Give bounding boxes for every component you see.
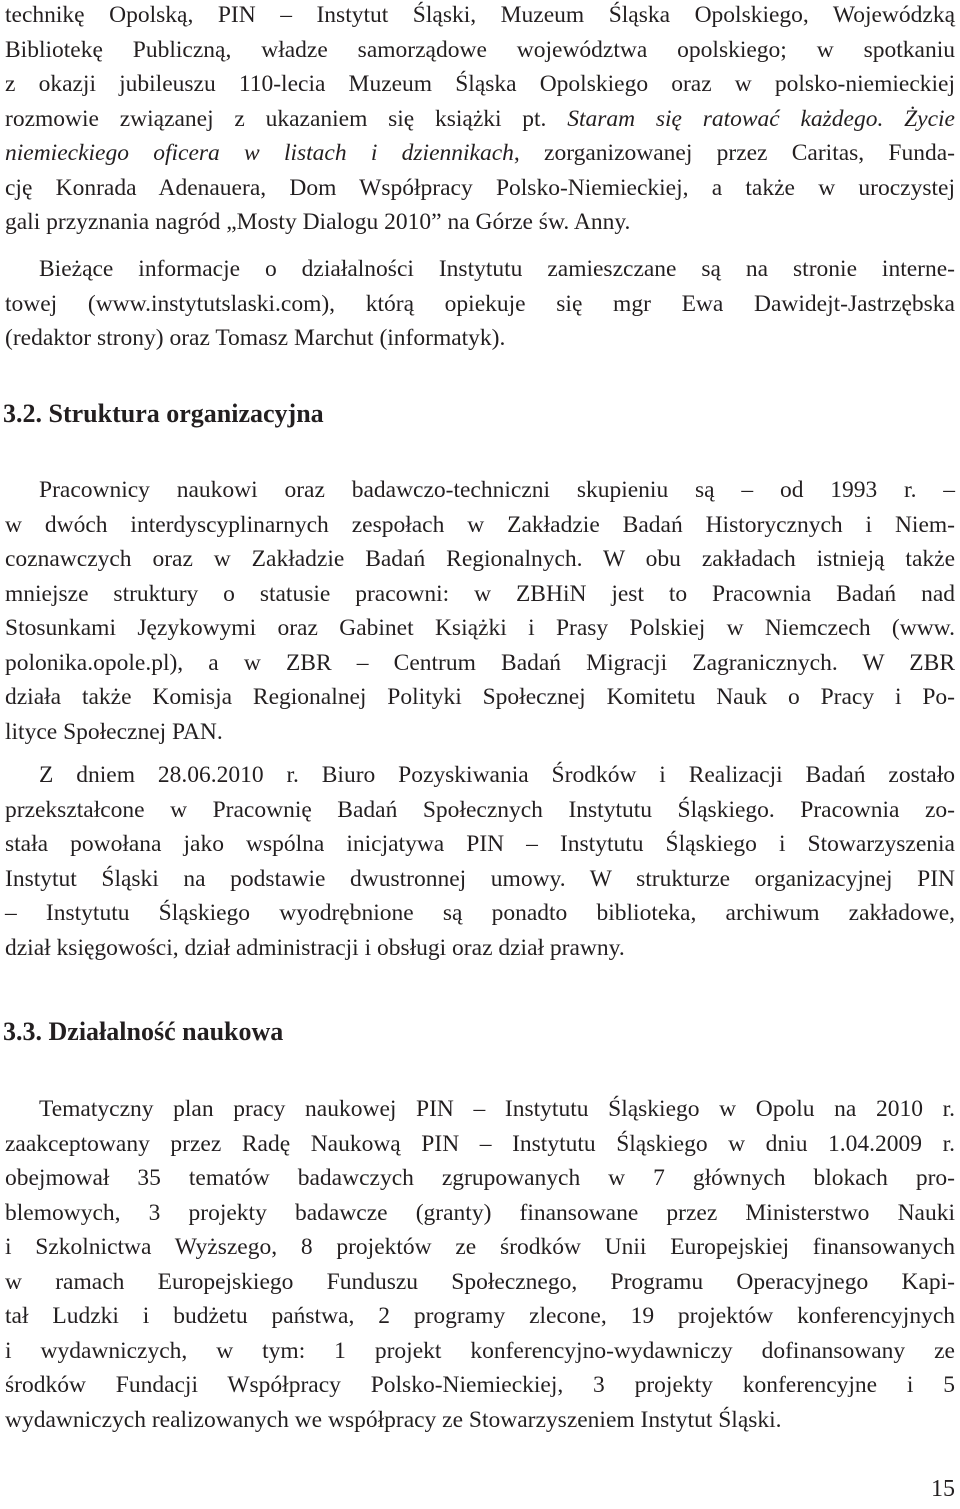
text-line: w dwóch interdyscyplinarnych zespołach w Zakładzie Badań Historycznych i Niem-	[5, 511, 955, 538]
text-span: rozmowie związanej z ukazaniem się książki pt.	[5, 105, 568, 132]
text-line	[5, 136, 955, 171]
text-line: blemowych, 3 projekty badawcze (granty) finansowane przez Ministerstwo Nauki	[5, 1199, 955, 1226]
text-line: gali przyznania nagród „Mosty Dialogu 2010” na Górze św. Anny.	[5, 209, 631, 235]
text-line: środków Fundacji Współpracy Polsko-Niemieckiej, 3 projekty konferencyjne i 5	[5, 1372, 955, 1398]
book-title-italic: Staram się ratować każdego. Życie	[567, 105, 955, 132]
structure-paragraph	[5, 473, 955, 749]
text-line: obejmował 35 tematów badawczych zgrupowanych w 7 głównych blokach pro-	[5, 1165, 955, 1191]
text-line: Pracownicy naukowi oraz badawczo-techniczni skupieniu są – od 1993 r. –	[39, 477, 955, 503]
section-heading: 3.3. Działalność naukowa	[3, 1017, 284, 1046]
structure-paragraph-2	[5, 758, 955, 965]
text-line: działa także Komisja Regionalnej Polityki Społecznej Komitetu Nauk o Pracy i Po-	[5, 684, 955, 710]
text-line: dział księgowości, dział administracji i obsługi oraz dział prawny.	[5, 934, 625, 961]
text-line: Bibliotekę Publiczną, władze samorządowe województwa opolskiego; w spotkaniu	[5, 36, 955, 63]
text-line: tał Ludzki i budżetu państwa, 2 programy zlecone, 19 projektów konferencyjnych	[5, 1303, 955, 1329]
text-line: wydawniczych realizowanych we współpracy ze Stowarzyszeniem Instytut Śląski.	[5, 1406, 782, 1433]
text-line: mniejsze struktury o statusie pracowni: w ZBHiN jest to Pracownia Badań nad	[5, 580, 955, 607]
text-line: cję Konrada Adenauera, Dom Współpracy Polsko-Niemieckiej, a także w uroczystej	[5, 174, 955, 201]
text-line: stała powołana jako wspólna inicjatywa PIN – Instytutu Śląskiego i Stowarzyszenia	[5, 831, 955, 857]
text-line: lityce Społecznej PAN.	[5, 718, 223, 745]
text-line	[5, 102, 955, 137]
intro-paragraph	[5, 0, 955, 240]
page-number: 15	[931, 1476, 955, 1502]
text-span: , zorganizowanej przez Caritas, Funda-	[513, 140, 956, 166]
research-paragraph	[5, 1092, 955, 1437]
text-line: polonika.opole.pl), a w ZBR – Centrum Badań Migracji Zagranicznych. W ZBR	[5, 649, 955, 676]
text-line: Stosunkami Językowymi oraz Gabinet Książki i Prasy Polskiej w Niemczech (www.	[5, 615, 955, 641]
info-paragraph	[5, 252, 955, 356]
text-line: Z dniem 28.06.2010 r. Biuro Pozyskiwania Środków i Realizacji Badań zostało	[39, 762, 955, 788]
text-line: towej (www.instytutslaski.com), którą opiekuje się mgr Ewa Dawidejt-Jastrzębska	[5, 290, 955, 317]
book-title-italic: niemieckiego oficera w listach i dziennikach	[5, 140, 514, 166]
text-line: coznawczych oraz w Zakładzie Badań Regionalnych. W obu zakładach istnieją także	[5, 546, 955, 572]
text-line: Instytut Śląski na podstawie dwustronnej umowy. W strukturze organizacyjnej PIN	[5, 865, 955, 892]
section-heading: 3.2. Struktura organizacyjna	[3, 399, 324, 428]
text-line: z okazji jubileuszu 110-lecia Muzeum Śląska Opolskiego oraz w polsko-niemieckiej	[5, 71, 955, 97]
text-line: technikę Opolską, PIN – Instytut Śląski, Muzeum Śląska Opolskiego, Wojewódzką	[5, 2, 955, 28]
text-line: Tematyczny plan pracy naukowej PIN – Instytutu Śląskiego w Opolu na 2010 r.	[39, 1096, 955, 1122]
text-line: zaakceptowany przez Radę Naukową PIN – Instytutu Śląskiego w dniu 1.04.2009 r.	[5, 1130, 955, 1157]
text-line: i Szkolnictwa Wyższego, 8 projektów ze środków Unii Europejskiej finansowanych	[5, 1234, 955, 1260]
text-line: i wydawniczych, w tym: 1 projekt konferencyjno-wydawniczy dofinansowany ze	[5, 1337, 955, 1364]
text-line: w ramach Europejskiego Funduszu Społecznego, Programu Operacyjnego Kapi-	[5, 1268, 955, 1295]
text-line: – Instytutu Śląskiego wyodrębnione są ponadto biblioteka, archiwum zakładowe,	[5, 900, 955, 926]
text-line: (redaktor strony) oraz Tomasz Marchut (informatyk).	[5, 325, 506, 351]
text-line: Bieżące informacje o działalności Instytutu zamieszczane są na stronie interne-	[39, 256, 955, 282]
text-line: przekształcone w Pracownię Badań Społecznych Instytutu Śląskiego. Pracownia zo-	[5, 796, 955, 823]
